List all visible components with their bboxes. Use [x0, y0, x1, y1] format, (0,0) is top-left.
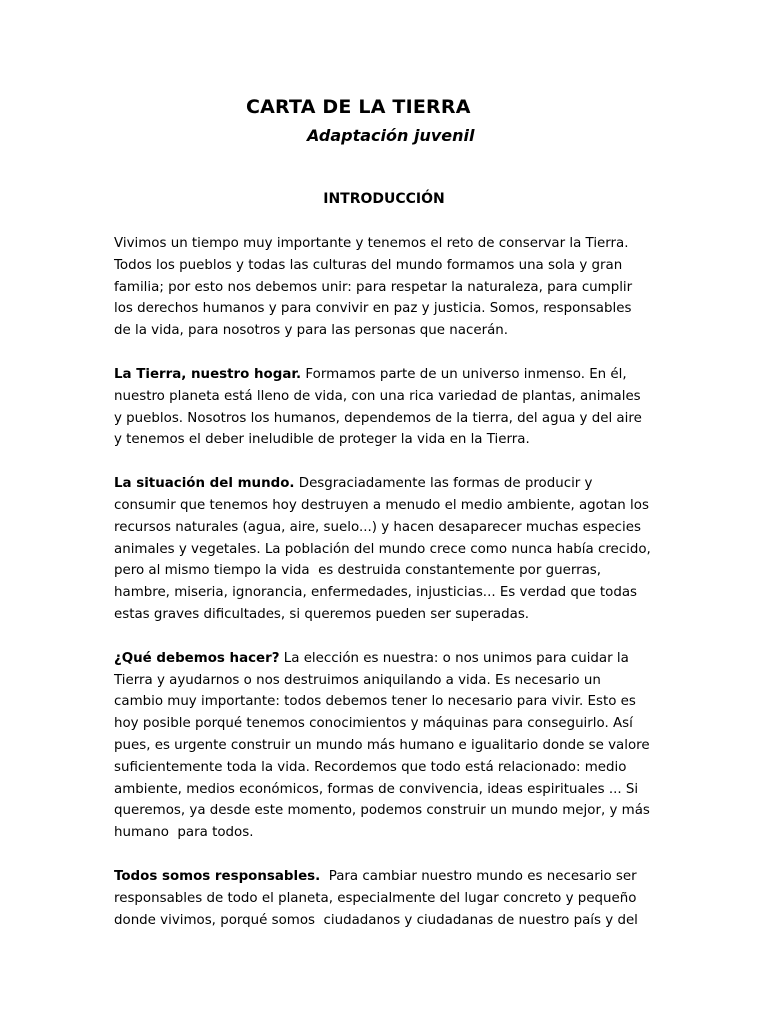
- paragraph-text: humano para todos.: [114, 825, 254, 841]
- paragraph-text: queremos, ya desde este momento, podemos construir un mundo mejor, y más: [114, 803, 650, 819]
- paragraph-text: nuestro planeta está lleno de vida, con una rica variedad de plantas, animales: [114, 388, 641, 404]
- paragraph-text: y tenemos el deber ineludible de proteger la vida en la Tierra.: [114, 432, 530, 448]
- paragraph: [114, 866, 659, 931]
- paragraph-line: [114, 429, 659, 451]
- paragraph-text: familia; por esto nos debemos unir: para respetar la naturaleza, para cumplir: [114, 279, 633, 295]
- paragraph-text: hambre, miseria, ignorancia, enfermedades, injusticias... Es verdad que todas: [114, 585, 638, 601]
- document-subtitle: Adaptación juvenil: [307, 126, 475, 145]
- paragraph-text: Formamos parte de un universo inmenso. En él,: [301, 366, 627, 382]
- paragraph-line: [114, 691, 659, 713]
- paragraph-text: pero al mismo tiempo la vida es destruida constantemente por guerras,: [114, 563, 602, 579]
- paragraph-text: Desgraciadamente las formas de producir y: [294, 476, 593, 492]
- paragraph-line: [114, 822, 659, 844]
- paragraph-line: [114, 298, 659, 320]
- document-body: [114, 233, 659, 953]
- paragraph-line: [114, 408, 659, 430]
- paragraph-lead: La Tierra, nuestro hogar.: [114, 366, 302, 382]
- paragraph-line: [114, 888, 659, 910]
- paragraph-line: [114, 910, 659, 932]
- paragraph-text: hoy posible porqué tenemos conocimientos y máquinas para conseguirlo. Así: [114, 716, 633, 732]
- paragraph-line: [114, 560, 659, 582]
- paragraph-text: ambiente, medios económicos, formas de convivencia, ideas espirituales ... Si: [114, 781, 639, 797]
- paragraph: [114, 233, 659, 342]
- paragraph-text: Todos los pueblos y todas las culturas del mundo formamos una sola y gran: [114, 257, 623, 273]
- paragraph-line: [114, 670, 659, 692]
- paragraph-text: estas graves dificultades, si queremos pueden ser superadas.: [114, 606, 530, 622]
- document-title: CARTA DE LA TIERRA: [246, 96, 471, 118]
- paragraph-line: [114, 495, 659, 517]
- paragraph-line: [114, 735, 659, 757]
- paragraph-text: animales y vegetales. La población del mundo crece como nunca había crecido,: [114, 541, 651, 557]
- paragraph-text: de la vida, para nosotros y para las personas que nacerán.: [114, 323, 509, 339]
- paragraph-text: cambio muy importante: todos debemos tener lo necesario para vivir. Esto es: [114, 694, 636, 710]
- paragraph-text: recursos naturales (agua, aire, suelo...) y hacen desaparecer muchas especies: [114, 519, 641, 535]
- paragraph-line: [114, 648, 659, 670]
- paragraph-line: [114, 539, 659, 561]
- paragraph-text: los derechos humanos y para convivir en paz y justicia. Somos, responsables: [114, 301, 632, 317]
- paragraph-line: [114, 233, 659, 255]
- paragraph-line: [114, 757, 659, 779]
- paragraph-line: [114, 779, 659, 801]
- paragraph-text: responsables de todo el planeta, especialmente del lugar concreto y pequeño: [114, 890, 637, 906]
- paragraph: [114, 648, 659, 844]
- paragraph: [114, 473, 659, 626]
- paragraph-lead: Todos somos responsables.: [114, 868, 321, 884]
- paragraph-line: [114, 473, 659, 495]
- paragraph-text: La elección es nuestra: o nos unimos para cuidar la: [279, 650, 629, 666]
- paragraph-text: donde vivimos, porqué somos ciudadanos y ciudadanas de nuestro país y del: [114, 912, 638, 928]
- paragraph-line: [114, 364, 659, 386]
- paragraph-line: [114, 604, 659, 626]
- section-heading: INTRODUCCIÓN: [323, 191, 445, 207]
- paragraph-line: [114, 255, 659, 277]
- paragraph-line: [114, 800, 659, 822]
- paragraph-text: Para cambiar nuestro mundo es necesario ser: [320, 868, 637, 884]
- paragraph-line: [114, 866, 659, 888]
- paragraph-text: y pueblos. Nosotros los humanos, dependemos de la tierra, del agua y del aire: [114, 410, 642, 426]
- paragraph-line: [114, 277, 659, 299]
- paragraph-line: [114, 320, 659, 342]
- paragraph-lead: La situación del mundo.: [114, 476, 295, 492]
- paragraph-text: consumir que tenemos hoy destruyen a menudo el medio ambiente, agotan los: [114, 497, 649, 513]
- paragraph-text: Vivimos un tiempo muy importante y tenemos el reto de conservar la Tierra.: [114, 236, 629, 251]
- paragraph-line: [114, 713, 659, 735]
- paragraph-lead: ¿Qué debemos hacer?: [114, 650, 280, 666]
- paragraph: [114, 364, 659, 451]
- paragraph-line: [114, 582, 659, 604]
- paragraph-line: [114, 517, 659, 539]
- paragraph-text: Tierra y ayudarnos o nos destruimos aniquilando a vida. Es necesario un: [114, 672, 601, 688]
- paragraph-text: pues, es urgente construir un mundo más humano e igualitario donde se valore: [114, 737, 650, 753]
- paragraph-text: suficientemente toda la vida. Recordemos que todo está relacionado: medio: [114, 759, 627, 775]
- paragraph-line: [114, 386, 659, 408]
